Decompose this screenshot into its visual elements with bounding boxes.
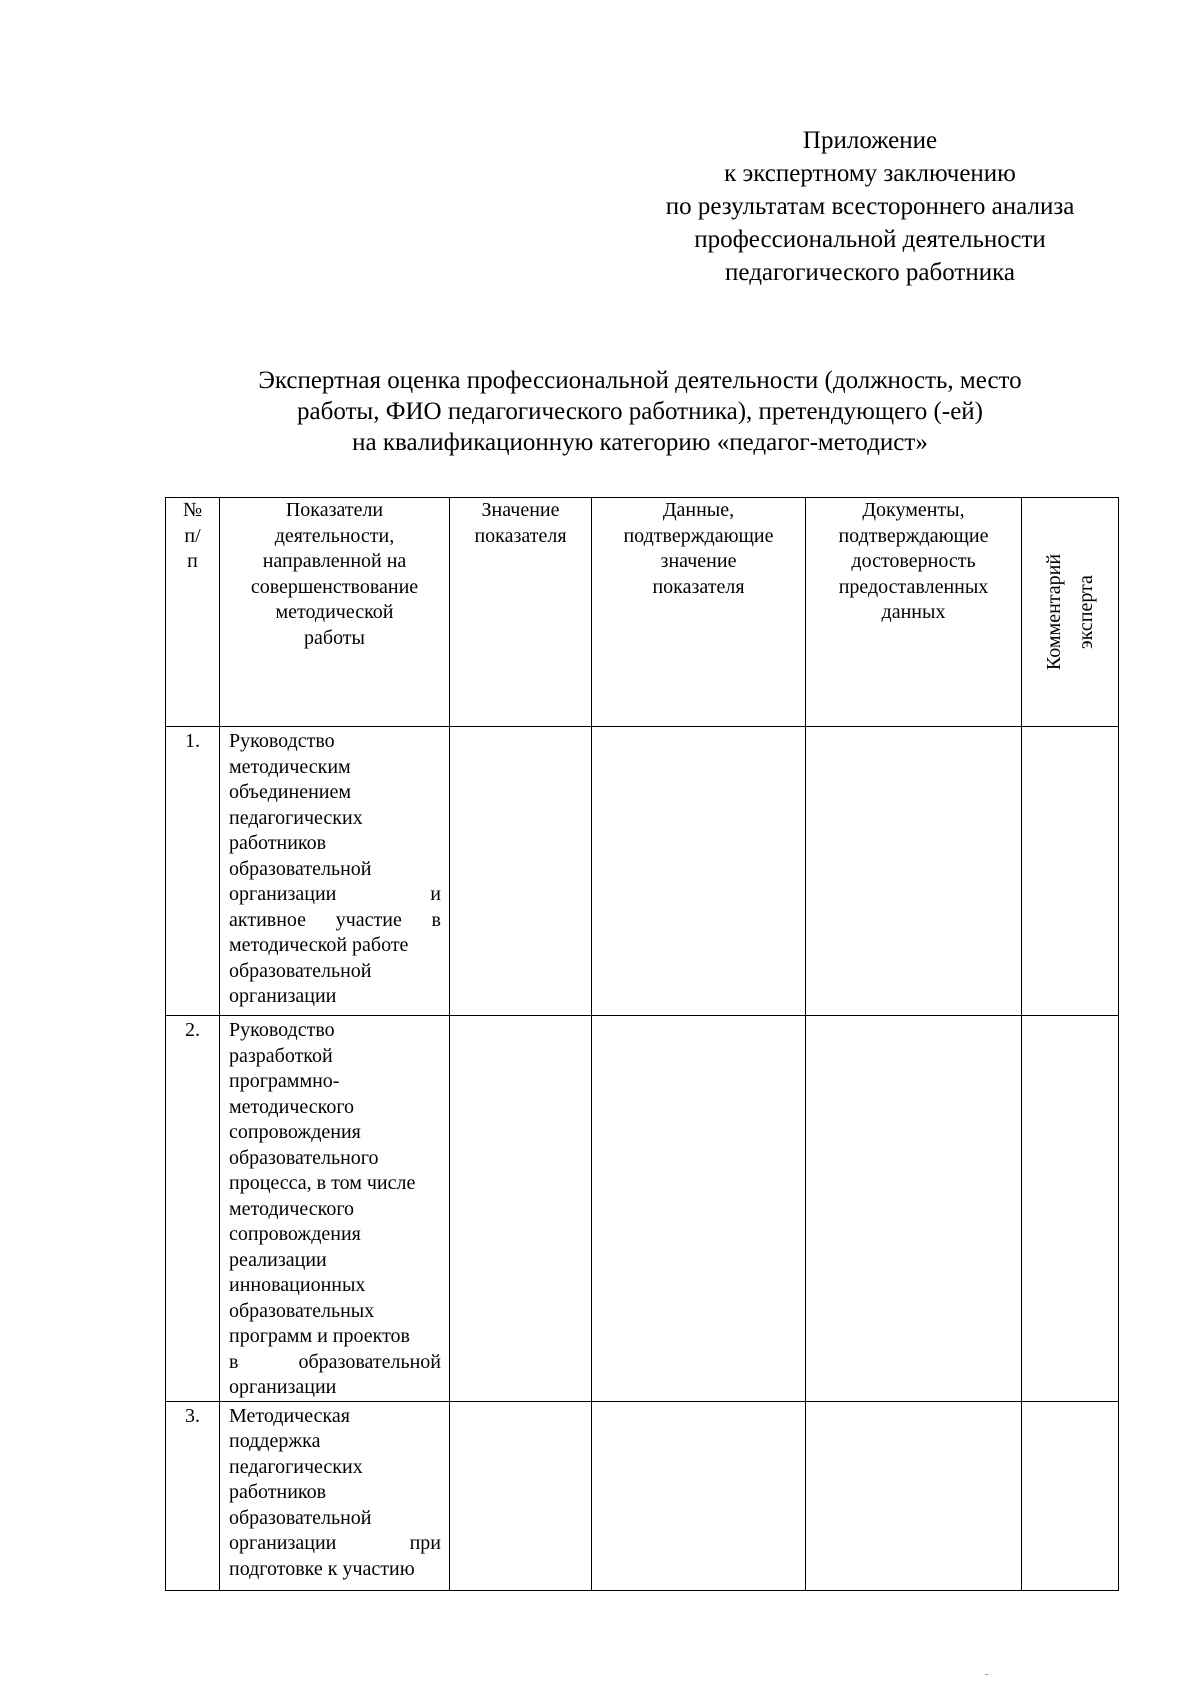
- appendix-heading: [620, 124, 1120, 289]
- table-header-row: [166, 498, 1119, 727]
- value-cell[interactable]: [450, 1016, 592, 1402]
- table-row: [166, 1016, 1119, 1402]
- value-cell[interactable]: [450, 727, 592, 1016]
- indicator-cell: Руководство разработкой программно- методического сопровождения образовательного процесса, в том числе методического сопровождения реализации инновационных образовательных программ и проектов в образовательной организации: [220, 1016, 450, 1402]
- appendix-line: педагогического работника: [725, 259, 1015, 286]
- appendix-line: по результатам всестороннего анализа: [665, 193, 1075, 220]
- title-line: работы, ФИО педагогического работника), претендующего (-ей): [297, 398, 983, 425]
- appendix-line: профессиональной деятельности: [694, 226, 1046, 253]
- comment-cell[interactable]: [1022, 1401, 1119, 1590]
- title-line: на квалификационную категорию «педагог-методист»: [352, 429, 928, 456]
- data-cell[interactable]: [592, 1016, 806, 1402]
- data-cell[interactable]: [592, 1401, 806, 1590]
- document-title: [180, 365, 1100, 458]
- header-comment-rotated: Комментарий эксперта: [1043, 553, 1097, 671]
- header-comment: [1022, 498, 1119, 727]
- value-cell[interactable]: [450, 1401, 592, 1590]
- row-number: 3.: [166, 1401, 220, 1590]
- scan-artifact: [985, 1674, 988, 1675]
- data-cell[interactable]: [592, 727, 806, 1016]
- documents-cell[interactable]: [806, 727, 1022, 1016]
- header-value: Значение показателя: [450, 498, 592, 727]
- header-documents: Документы, подтверждающие достоверность предоставленных данных: [806, 498, 1022, 727]
- appendix-line: к экспертному заключению: [724, 160, 1016, 187]
- comment-cell[interactable]: [1022, 727, 1119, 1016]
- header-indicators: Показатели деятельности, направленной на совершенствование методической работы: [220, 498, 450, 727]
- appendix-line: Приложение: [802, 127, 938, 154]
- comment-cell[interactable]: [1022, 1016, 1119, 1402]
- documents-cell[interactable]: [806, 1401, 1022, 1590]
- row-number: 1.: [166, 727, 220, 1016]
- table-row: [166, 1401, 1119, 1590]
- title-line: Экспертная оценка профессиональной деятельности (должность, место: [258, 367, 1022, 394]
- header-data: Данные, подтверждающие значение показателя: [592, 498, 806, 727]
- assessment-table: [165, 497, 1119, 1591]
- indicator-cell: Методическая поддержка педагогических работников образовательной организации при подготовке к участию: [220, 1401, 450, 1590]
- row-number: 2.: [166, 1016, 220, 1402]
- indicator-cell: Руководство методическим объединением педагогических работников образовательной организации и активное участие в методической работе образовательной организации: [220, 727, 450, 1016]
- table-row: [166, 727, 1119, 1016]
- documents-cell[interactable]: [806, 1016, 1022, 1402]
- header-number: № п/ п: [166, 498, 220, 727]
